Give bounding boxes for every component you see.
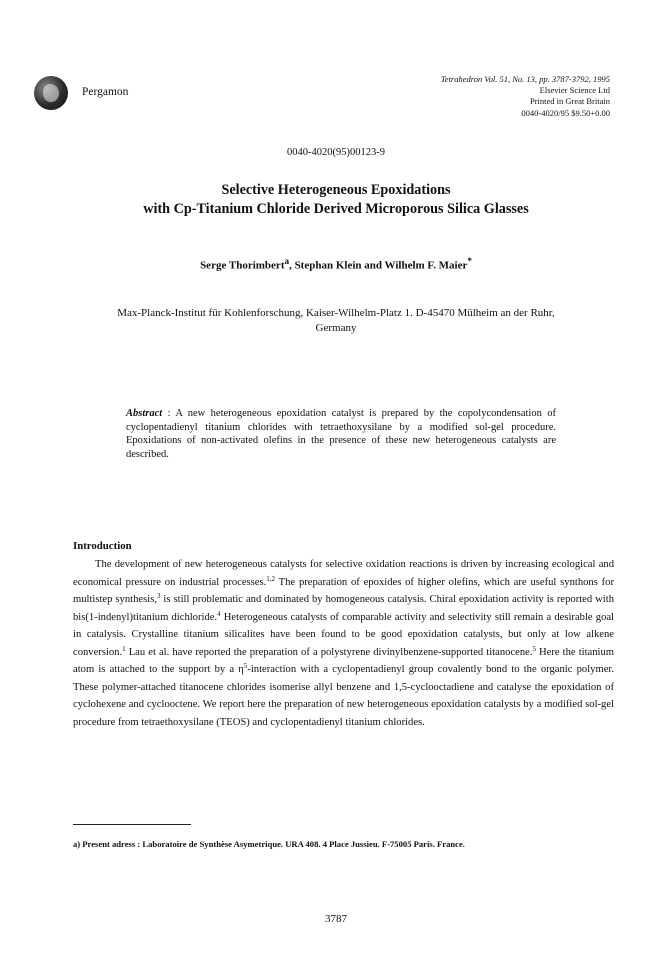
affiliation bbox=[0, 306, 672, 336]
abstract bbox=[126, 407, 556, 462]
footnote-text: : Laboratoire de Synthèse Asymetrique. URA 408. 4 Place Jussieu. F-75005 Paris. France. bbox=[137, 839, 465, 849]
affiliation-line-1: Max-Planck-Institut für Kohlenforschung, Kaiser-Wilhelm-Platz 1. D-45470 Mülheim an der Ruhr, bbox=[117, 307, 555, 319]
abstract-text: : A new heterogeneous epoxidation catalyst is prepared by the copolycondensation of cyclopentadienyl titanium chlorides with tetraethoxysilane by a modified sol-gel procedure. Epoxidations of non-activated olefins in the presence of these new heterogeneous catalysts are described. bbox=[126, 408, 557, 461]
doi-code: 0040-4020(95)00123-9 bbox=[287, 147, 385, 158]
section-heading-introduction: Introduction bbox=[73, 540, 132, 552]
paper-title bbox=[0, 181, 672, 219]
publisher-name: Pergamon bbox=[82, 86, 129, 98]
journal-issn-price: 0040-4020/95 $9.50+0.00 bbox=[521, 107, 610, 118]
authors: Serge Thorimbert$^a$, Stephan Klein and Wilhelm F. Maier* bbox=[200, 256, 472, 272]
abstract-label: Abstract bbox=[126, 408, 163, 419]
footnote-marker: a) Present adress bbox=[73, 839, 136, 849]
pergamon-logo bbox=[34, 76, 68, 110]
journal-printed: Printed in Great Britain bbox=[529, 96, 610, 107]
footnote bbox=[73, 839, 465, 849]
journal-publisher: Elsevier Science Ltd bbox=[539, 85, 610, 96]
page-number: 3787 bbox=[325, 913, 347, 925]
introduction-text: The development of new heterogeneous catalysts for selective oxidation reactions is driven by increasing ecological and economical pressure on industrial processes.$^{1,2}$ The preparation of epoxides of higher olefins, which are useful synthons for multistep synthesis,$^3$ is still problematic and dominated by homogeneous catalysis. Chiral epoxidation activity is reported with bis(1-indenyl)titanium dichloride.$^4$ Heterogeneous catalysts of comparable activity and selectivity still remain a desirable goal in catalysis. Crystalline titanium silicalites have been found to be good epoxidation catalysts, but only at low alkene conversion.$^1$ Lau et al. have reported the preparation of a polystyrene divinylbenzene-supported titanocene.$^5$ Here the titanium atom is attached to the support by a $\eta^5$-interaction with a cyclopentadienyl group covalently bond to the organic polymer. These polymer-attached titanocene chlorides isomerise allyl benzene and 1,5-cyclooctadiene and catalyse the epoxidation of cyclohexene and cyclooctene. We report here the preparation of new heterogeneous epoxidation catalysts by a modified sol-gel procedure from tetraethoxysilane (TEOS) and cyclopentadienyl titanium chlorides. bbox=[73, 559, 615, 728]
affiliation-line-2: Germany bbox=[315, 322, 357, 334]
title-line-1: Selective Heterogeneous Epoxidations bbox=[221, 182, 451, 198]
journal-info bbox=[390, 74, 610, 119]
journal-citation: Tetrahedron Vol. 51, No. 13, pp. 3787-3792, 1995 bbox=[440, 74, 610, 84]
footnote-rule bbox=[73, 824, 191, 825]
introduction-paragraph bbox=[73, 556, 614, 731]
title-line-2: with Cp-Titanium Chloride Derived Microporous Silica Glasses bbox=[143, 201, 529, 217]
